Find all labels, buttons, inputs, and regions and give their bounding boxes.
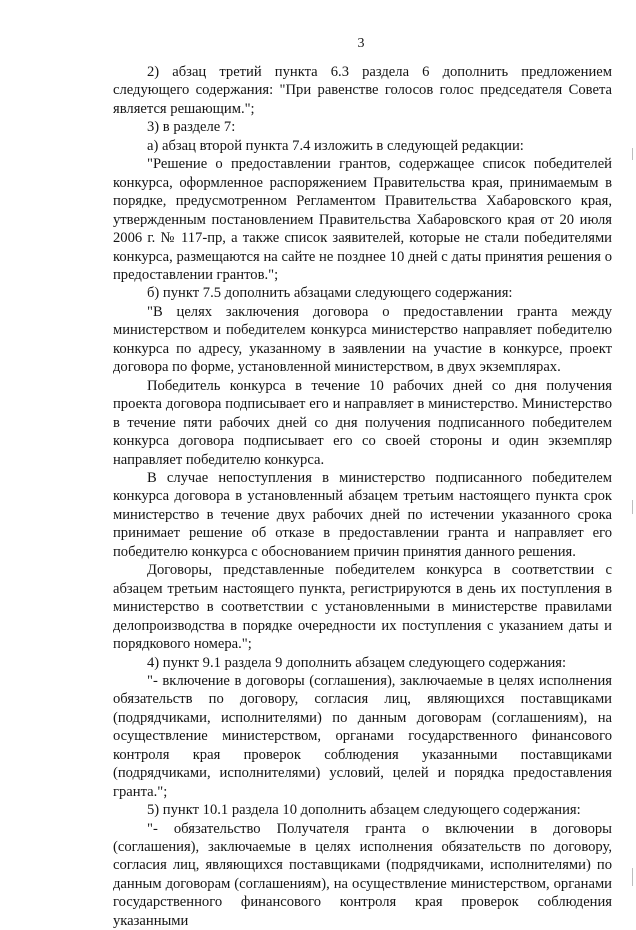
page-number: 3: [357, 36, 365, 51]
paragraph-item-9-1: 4) пункт 9.1 раздела 9 дополнить абзацем следующего содержания:: [147, 654, 567, 671]
paragraph-contract-conclusion: "В целях заключения договора о предоставлении гранта между министерством и победителем конкурса министерство направляет победителю конкурса по адресу, указанному в заявлении на участие в конкурсе, проект договора по форме, установленной министерством, в двух экземплярах.: [113, 303, 612, 376]
scan-edge-mark: [632, 148, 633, 160]
paragraph-grant-decision: "Решение о предоставлении грантов, содержащее список победителей конкурса, оформленное распоряжением Правительства края, принимаемым в порядке, предусмотренном Регламентом Правительства Хабаровского края, утвержденным постановлением Правительства Хабаровского края от 20 июля 2006 г. № 117-пр, а также список заявителей, которые не стали победителями конкурса, размещаются на сайте не позднее 10 дней с даты принятия решения о предоставлении грантов.";: [113, 156, 612, 283]
paragraph-section-7: 3) в разделе 7:: [147, 119, 236, 136]
scan-edge-mark: [632, 500, 633, 514]
paragraph-non-receipt: В случае непоступления в министерство подписанного победителем конкурса договора в установленный абзацем третьим настоящего пункта срок министерство в течение двух рабочих дней по истечении указанного срока принимает решение об отказе в предоставлении гранта и направляет его победителю конкурса с обоснованием причин принятия данного решения.: [113, 469, 612, 560]
paragraph-recipient-obligation: "- обязательство Получателя гранта о включении в договоры (соглашения), заключаемые в целях исполнения обязательств по договору, согласия лиц, являющихся поставщиками (подрядчиками, исполнителями) по данным договорам (соглашениям), на осуществление министерством, органами государственного финансового контроля края проверок соблюдения указанными: [113, 820, 612, 929]
paragraph-contract-registration: Договоры, представленные победителем конкурса в соответствии с абзацем третьим настоящего пункта, регистрируются в день их поступления в министерство в соответствии с установленными в министерстве правилами делопроизводства в порядке очередности их поступления с указанием даты и порядкового номера.";: [113, 562, 612, 653]
paragraph-amendment-6-3: 2) абзац третий пункта 6.3 раздела 6 дополнить предложением следующего содержания: "При равенстве голосов голос председателя Совета является решающим.";: [113, 64, 612, 117]
paragraph-item-7-4: а) абзац второй пункта 7.4 изложить в следующей редакции:: [147, 137, 524, 154]
paragraph-inclusion-consent: "- включение в договоры (соглашения), заключаемые в целях исполнения обязательств по договору, согласия лиц, являющихся поставщиками (подрядчиками, исполнителями) по данным договорам (соглашениям), на осуществление министерством, органами государственного финансового контроля края проверок соблюдения указанными поставщиками (подрядчиками, исполнителями) условий, целей и порядка предоставления гранта.";: [113, 672, 612, 800]
paragraph-winner-signing: Победитель конкурса в течение 10 рабочих дней со дня получения проекта договора подписывает его и направляет в министерство. Министерство в течение пяти рабочих дней со дня получения подписанного победителем конкурса договора подписывает его со своей стороны и один экземпляр направляет победителю конкурса.: [113, 377, 612, 468]
scan-edge-mark: [632, 868, 633, 886]
paragraph-item-10-1: 5) пункт 10.1 раздела 10 дополнить абзацем следующего содержания:: [147, 802, 581, 819]
document-body: [113, 63, 612, 930]
paragraph-item-7-5: б) пункт 7.5 дополнить абзацами следующего содержания:: [147, 285, 513, 302]
